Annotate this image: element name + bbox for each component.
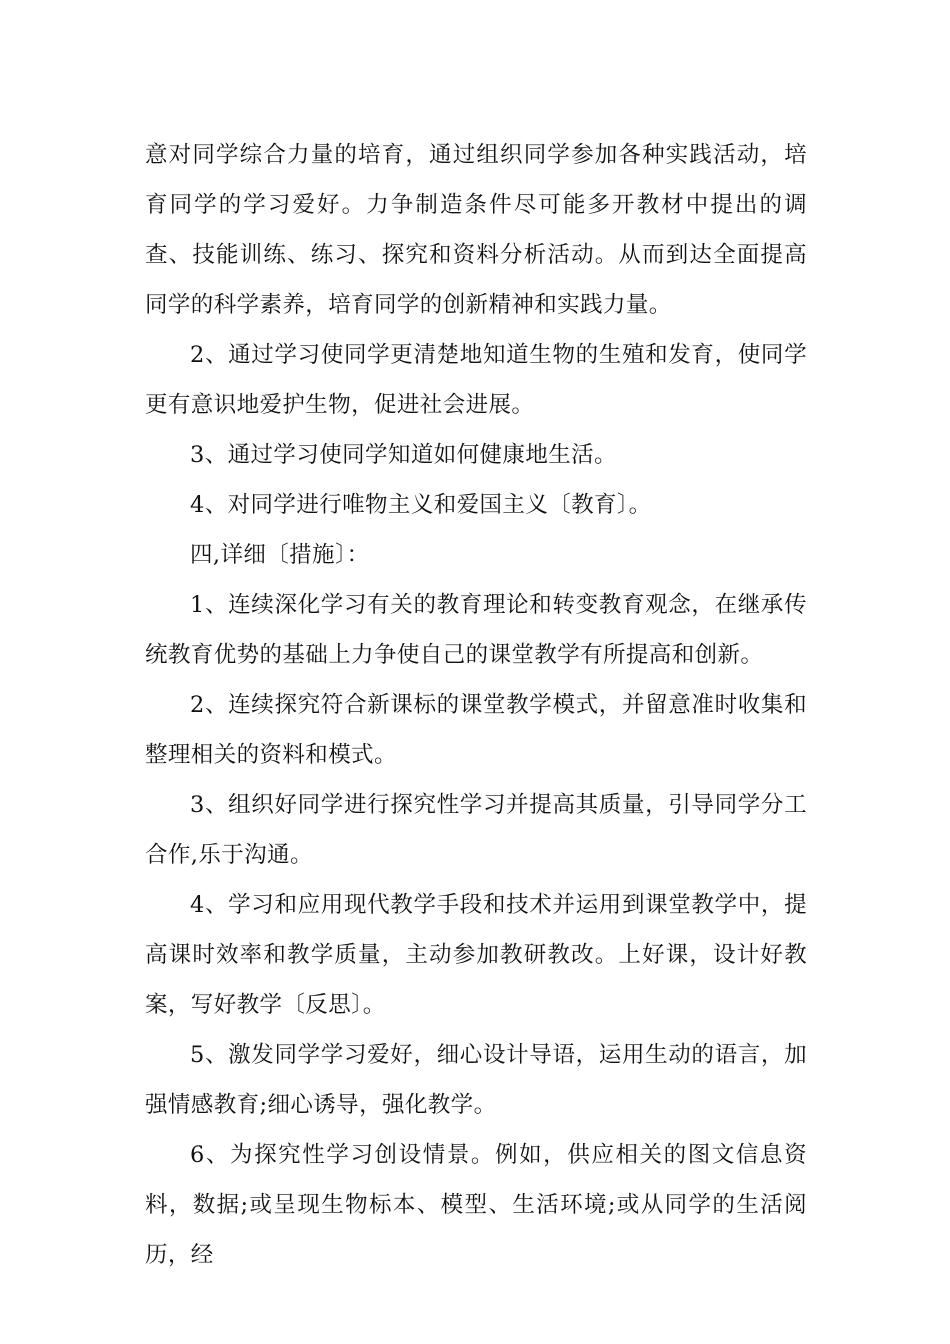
document-body xyxy=(145,130,807,1280)
paragraph-goal-3: 3、通过学习使同学知道如何健康地生活。 xyxy=(190,442,617,468)
paragraph-measure-4: 4、学习和应用现代教学手段和技术并运用到课堂教学中，提高课时效率和教学质量，主动参加教研教改。上好课，设计好教案，写好教学〔反思〕。 xyxy=(145,892,807,1018)
paragraph-measure-1: 1、连续深化学习有关的教育理论和转变教育观念，在继承传统教育优势的基础上力争使自己的课堂教学有所提高和创新。 xyxy=(145,592,807,668)
paragraph-measure-2: 2、连续探究符合新课标的课堂教学模式，并留意准时收集和整理相关的资料和模式。 xyxy=(145,692,807,768)
paragraph-measure-5: 5、激发同学学习爱好，细心设计导语，运用生动的语言，加强情感教育;细心诱导，强化教学。 xyxy=(145,1042,807,1118)
paragraph-goal-2: 2、通过学习使同学更清楚地知道生物的生殖和发育，使同学更有意识地爱护生物，促进社会进展。 xyxy=(145,342,807,418)
paragraph-goal-4: 4、对同学进行唯物主义和爱国主义〔教育〕。 xyxy=(190,492,652,518)
paragraph-measure-3: 3、组织好同学进行探究性学习并提高其质量，引导同学分工合作,乐于沟通。 xyxy=(145,792,807,868)
paragraph-continued: 意对同学综合力量的培育，通过组织同学参加各种实践活动，培育同学的学习爱好。力争制造条件尽可能多开教材中提出的调查、技能训练、练习、探究和资料分析活动。从而到达全面提高同学的科学素养，培育同学的创新精神和实践力量。 xyxy=(145,142,807,318)
section-heading-measures: 四,详细〔措施〕： xyxy=(190,542,370,568)
paragraph-measure-6: 6、为探究性学习创设情景。例如，供应相关的图文信息资料，数据;或呈现生物标本、模型、生活环境;或从同学的生活阅历，经 xyxy=(145,1142,807,1268)
